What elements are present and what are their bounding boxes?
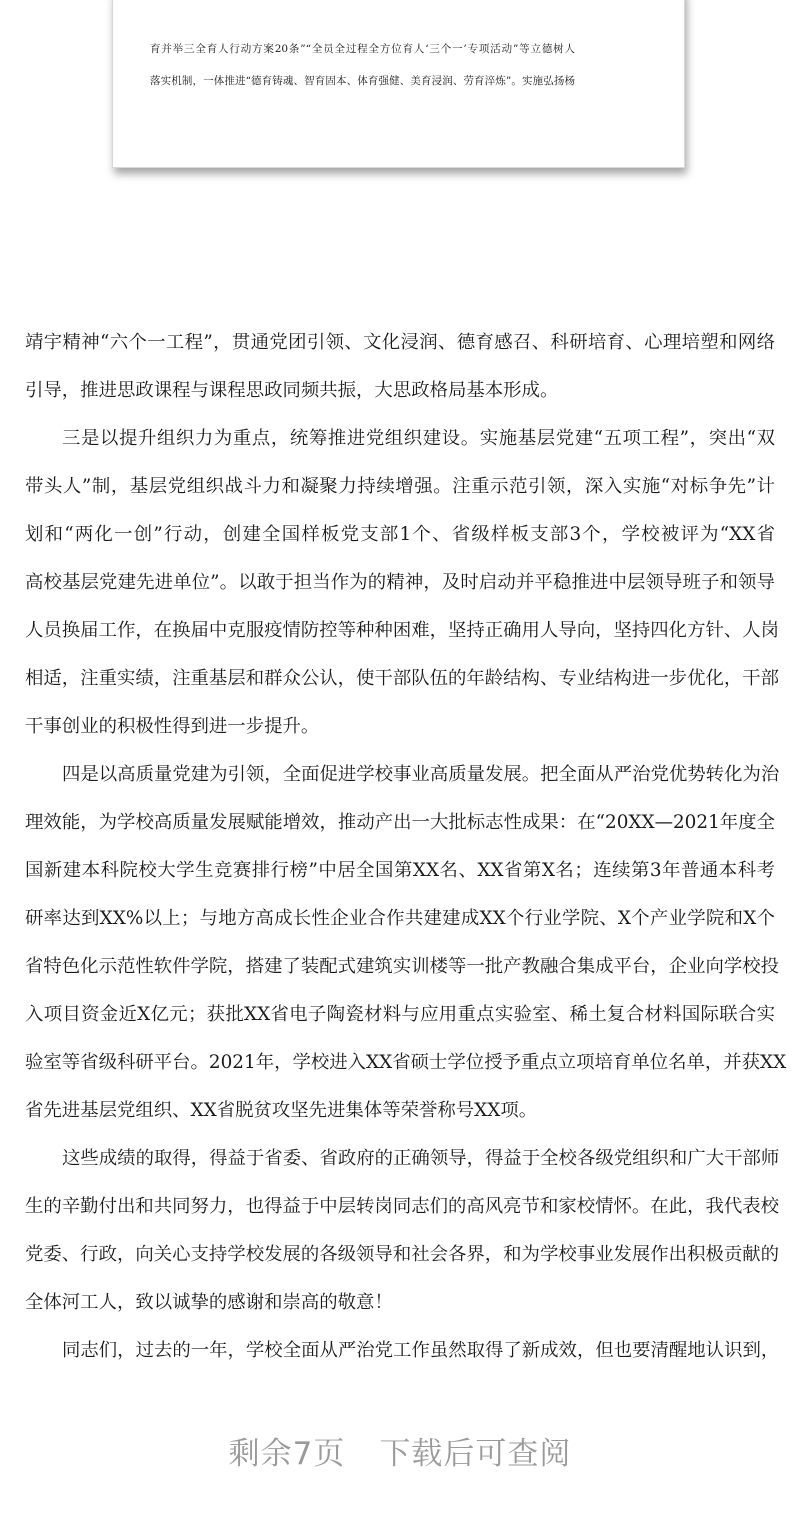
text-line: 四是以高质量党建为引领，全面促进学校事业高质量发展。把全面从严治党优势转化为治 — [62, 764, 780, 785]
text-line: 研率达到XX%以上；与地方高成长性企业合作共建建成XX个行业学院、X个产业学院和X个 — [25, 908, 775, 929]
text-line: 三是以提升组织力为重点，统筹推进党组织建设。实施基层党建“五项工程”，突出“双 — [62, 428, 775, 449]
card-text-line: 育并举三全育人行动方案20条”“全员全过程全方位育人‘三个一’专项活动”等立德树人 — [150, 43, 575, 55]
text-line: 省先进基层党组织、XX省脱贫攻坚先进集体等荣誉称号XX项。 — [25, 1100, 538, 1121]
text-line: 党委、行政，向关心支持学校发展的各级领导和社会各界，和为学校事业发展作出积极贡献的 — [25, 1244, 780, 1265]
text-line: 入项目资金近X亿元；获批XX省电子陶瓷材料与应用重点实验室、稀土复合材料国际联合实 — [25, 1004, 775, 1025]
text-line: 国新建本科院校大学生竞赛排行榜”中居全国第XX名、XX省第X名；连续第3年普通本科考 — [25, 860, 775, 881]
text-line: 全体河工人，致以诚挚的感谢和崇高的敬意！ — [25, 1292, 393, 1313]
text-line: 高校基层党建先进单位”。以敢于担当作为的精神，及时启动并平稳推进中层领导班子和领导 — [25, 572, 775, 593]
text-line: 省特色化示范性软件学院，搭建了装配式建筑实训楼等一批产教融合集成平台，企业向学校投 — [25, 956, 780, 977]
text-line: 这些成绩的取得，得益于省委、省政府的正确领导，得益于全校各级党组织和广大干部师 — [62, 1148, 780, 1169]
text-line: 人员换届工作，在换届中克服疫情防控等种种困难，坚持正确用人导向，坚持四化方针、人岗 — [25, 620, 780, 641]
download-prompt[interactable] — [0, 1428, 800, 1473]
preview-page-card — [112, 0, 685, 168]
text-line: 划和“两化一创”行动，创建全国样板党支部1个、省级样板支部3个，学校被评为“XX省 — [25, 524, 775, 545]
text-line: 带头人”制，基层党组织战斗力和凝聚力持续增强。注重示范引领，深入实施“对标争先”计 — [25, 476, 775, 497]
text-line: 干事创业的积极性得到进一步提升。 — [25, 716, 320, 737]
download-to-view-label[interactable]: 下载后可查阅 — [379, 1436, 572, 1472]
remaining-pages-label: 剩余7页 — [228, 1436, 346, 1472]
card-text-line: 落实机制，一体推进“德育铸魂、智育固本、体育强健、美育浸润、劳育淬炼”。实施弘扬杨 — [150, 75, 575, 87]
text-line: 理效能，为学校高质量发展赋能增效，推动产出一大批标志性成果：在“20XX—2021年度全 — [25, 812, 775, 833]
text-line: 验室等省级科研平台。2021年，学校进入XX省硕士学位授予重点立项培育单位名单，并获XX — [25, 1052, 787, 1073]
text-line: 相适，注重实绩，注重基层和群众公认，使干部队伍的年龄结构、专业结构进一步优化，干部 — [25, 668, 780, 689]
text-line: 靖宇精神“六个一工程”，贯通党团引领、文化浸润、德育感召、科研培育、心理培塑和网络 — [25, 332, 775, 353]
text-line: 同志们，过去的一年，学校全面从严治党工作虽然取得了新成效，但也要清醒地认识到， — [62, 1340, 780, 1361]
text-line: 引导，推进思政课程与课程思政同频共振，大思政格局基本形成。 — [25, 380, 559, 401]
text-line: 生的辛勤付出和共同努力，也得益于中层转岗同志们的高风亮节和家校情怀。在此，我代表校 — [25, 1196, 780, 1217]
